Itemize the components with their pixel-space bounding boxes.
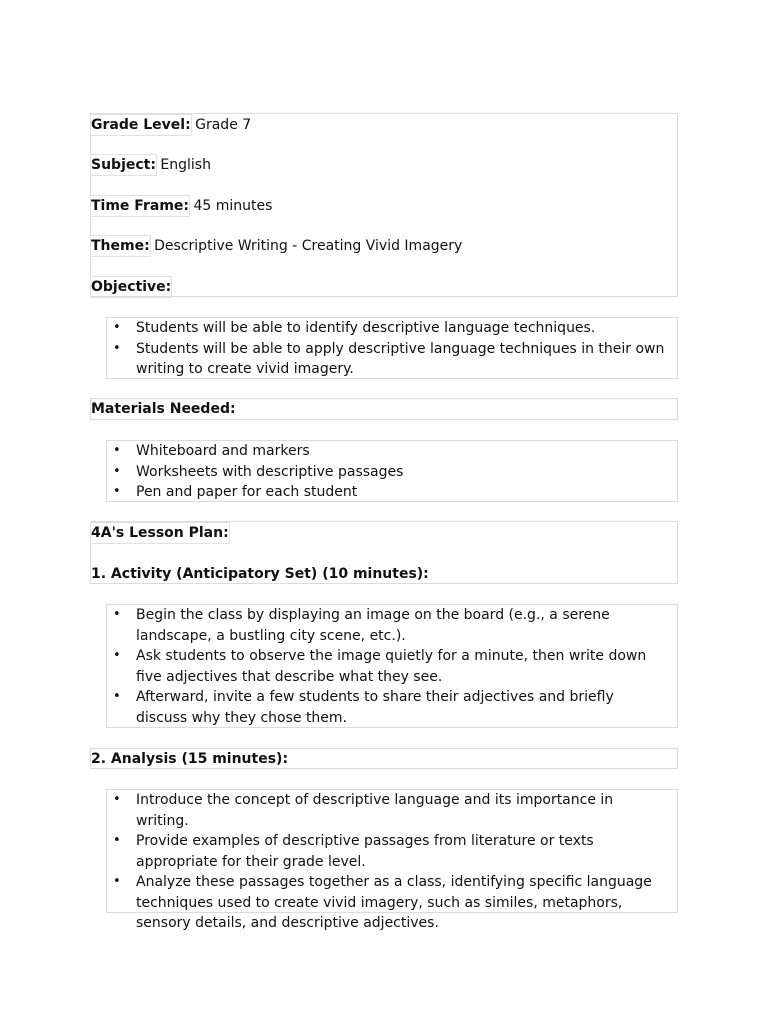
activity-heading: 1. Activity (Anticipatory Set) (10 minutes): (91, 566, 429, 582)
time-frame-line (91, 196, 272, 216)
analysis-item-text: Analyze these passages together as a class, identifying specific language techniques used to create vivid imagery, such as similes, metaphors, sensory details, and descriptive adjectives. (136, 874, 652, 931)
materials-heading: Materials Needed: (91, 401, 236, 417)
list-item (107, 687, 652, 728)
objectives-list (107, 318, 677, 380)
bullet-marker: • (113, 443, 121, 458)
material-text: Worksheets with descriptive passages (136, 463, 404, 480)
material-text: Pen and paper for each student (136, 484, 358, 500)
lesson-info-block (90, 113, 678, 297)
objective-line (91, 277, 171, 297)
list-item (107, 790, 652, 831)
materials-heading-block (90, 398, 678, 420)
bullet-marker: • (113, 463, 121, 479)
bullet-marker: • (113, 833, 121, 848)
bullet-marker: • (113, 484, 121, 499)
list-item (107, 605, 652, 646)
activity-list (107, 605, 652, 728)
list-item (107, 831, 652, 872)
theme-line (91, 236, 462, 256)
analysis-item-text: Introduce the concept of descriptive language and its importance in writing. (136, 792, 614, 829)
materials-list-block (106, 440, 678, 502)
subject-label: Subject: (91, 157, 156, 173)
activity-item-text: Ask students to observe the image quietly for a minute, then write down five adjectives that describe what they see. (136, 648, 647, 685)
bullet-marker: • (113, 792, 121, 807)
analysis-heading: 2. Analysis (15 minutes): (91, 751, 289, 767)
objective-label: Objective: (91, 279, 172, 295)
lesson-plan-heading-line (91, 523, 229, 543)
subject-value: English (160, 157, 211, 173)
theme-value: Descriptive Writing - Creating Vivid Imagery (154, 238, 463, 254)
list-item (107, 318, 677, 339)
time-frame-label: Time Frame: (91, 198, 190, 214)
bullet-marker: • (113, 320, 121, 335)
analysis-item-text: Provide examples of descriptive passages from literature or texts appropriate for their grade level. (136, 833, 594, 870)
objective-text: Students will be able to identify descriptive language techniques. (136, 320, 596, 336)
grade-level-value: Grade 7 (195, 117, 252, 133)
subject-line (91, 155, 211, 175)
lesson-plan-heading: 4A's Lesson Plan: (91, 525, 229, 541)
objective-text: Students will be able to apply descriptive language techniques in their own writing to create vivid imagery. (136, 340, 665, 377)
activity-list-block (106, 604, 678, 728)
list-item (107, 462, 677, 483)
time-frame-value: 45 minutes (193, 198, 273, 214)
bullet-marker: • (113, 607, 121, 622)
grade-level-label: Grade Level: (91, 117, 191, 133)
grade-level-line (91, 115, 251, 135)
theme-label: Theme: (91, 238, 150, 254)
objectives-list-block (106, 317, 678, 379)
bullet-marker: • (113, 689, 121, 704)
material-text: Whiteboard and markers (136, 443, 310, 459)
list-item (107, 441, 677, 462)
activity-item-text: Afterward, invite a few students to share their adjectives and briefly discuss why they chose them. (136, 689, 614, 726)
lesson-plan-heading-block (90, 521, 678, 584)
list-item (107, 482, 677, 503)
list-item (107, 872, 652, 934)
bullet-marker: • (113, 648, 121, 663)
analysis-list-block (106, 789, 678, 931)
list-item (107, 339, 666, 380)
bullet-marker: • (113, 874, 121, 889)
bullet-marker: • (113, 340, 121, 356)
materials-list (107, 441, 677, 503)
activity-item-text: Begin the class by displaying an image on the board (e.g., a serene landscape, a bustling city scene, etc.). (136, 607, 610, 644)
list-item (107, 646, 652, 687)
analysis-list (107, 790, 652, 934)
analysis-heading-block (90, 748, 678, 769)
